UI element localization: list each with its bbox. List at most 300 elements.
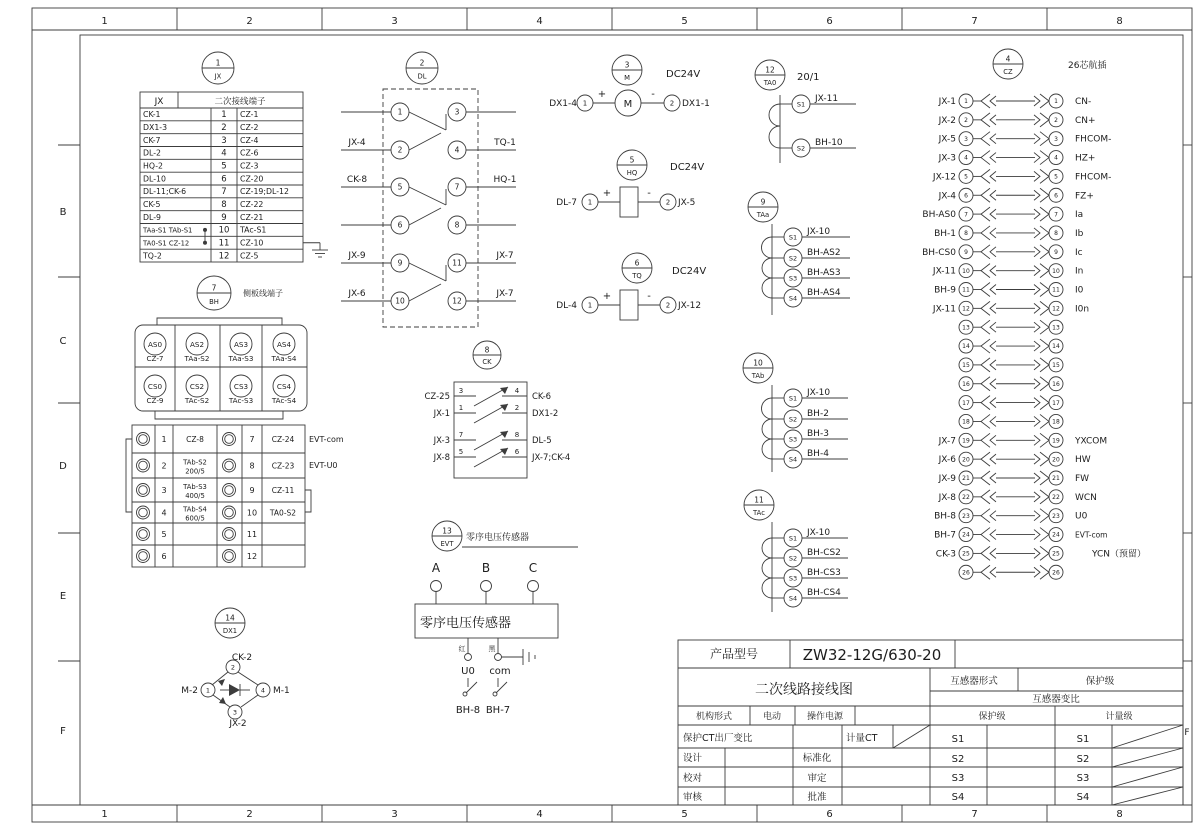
- jx-row-right: CZ-19;DL-12: [240, 187, 289, 197]
- terminal-number: 19: [1052, 437, 1060, 445]
- connector-chevron: [1040, 113, 1049, 127]
- contact-blade: [409, 208, 441, 225]
- strip-num: 6: [161, 552, 167, 561]
- evt-com-label: com: [489, 666, 511, 677]
- terminal-number: 8: [454, 220, 460, 230]
- tb-cell: 互感器形式: [950, 676, 998, 687]
- ck-left-label: JX-3: [433, 436, 450, 446]
- ck-left-label: CZ-25: [424, 392, 450, 402]
- strip-num: 5: [161, 530, 167, 539]
- cz-title: 26芯航插: [1068, 61, 1107, 71]
- ct-winding-arc: [762, 439, 772, 459]
- tb-cell: 保护CT出厂变比: [683, 733, 753, 744]
- jx-row-num: 1: [221, 110, 227, 121]
- jx-row-right: CZ-3: [240, 161, 259, 171]
- terminal-number: 1: [587, 198, 593, 207]
- terminal-number: 17: [1052, 399, 1060, 407]
- ruler-number: 2: [246, 16, 253, 27]
- ct-tap-label: BH-4: [807, 449, 829, 459]
- voltage-label: DC24V: [670, 162, 705, 173]
- ct-tap-label: BH-AS3: [807, 268, 841, 278]
- terminal-number: 1: [582, 99, 588, 108]
- terminal-number: 16: [962, 380, 970, 388]
- evt-phase-label: C: [528, 561, 538, 575]
- connector-chevron: [981, 283, 990, 297]
- cz-left-label: BH-7: [934, 530, 956, 541]
- connector-chevron: [981, 452, 990, 466]
- cz-left-label: JX-11: [932, 266, 956, 277]
- evt-terminal: [465, 654, 472, 661]
- tb-product-model: ZW32-12G/630-20: [802, 646, 942, 664]
- cz-right-label: FW: [1075, 474, 1090, 484]
- connector-chevron: [981, 528, 990, 542]
- terminal-number: 12: [1052, 305, 1060, 313]
- connector-chevron: [1040, 546, 1049, 560]
- strip-label: CZ-8: [186, 435, 204, 444]
- ruler-number: 7: [971, 16, 978, 27]
- symbol-number: 6: [634, 258, 640, 268]
- connector-chevron: [990, 360, 996, 370]
- circuit-left-label: DL-4: [556, 301, 577, 311]
- connector-chevron: [1040, 509, 1049, 523]
- tb-s-cell: S1: [1076, 734, 1090, 745]
- terminal-number: S1: [796, 100, 806, 109]
- ruler-number: 7: [971, 809, 978, 820]
- strip-ext-label: EVT-com: [309, 435, 344, 444]
- ruler-number: 4: [536, 809, 543, 820]
- terminal-number: 8: [1054, 230, 1058, 238]
- symbol-label: HQ: [626, 168, 638, 177]
- connector-chevron: [981, 188, 990, 202]
- connector-chevron: [981, 358, 990, 372]
- connector-chevron: [990, 96, 996, 106]
- connector-chevron: [1040, 151, 1049, 165]
- circuit-right-label: JX-5: [678, 198, 696, 208]
- symbol-label: EVT: [440, 539, 454, 548]
- connector-chevron: [990, 285, 996, 295]
- tb-cell: 机构形式: [695, 712, 733, 722]
- terminal-number: 22: [962, 494, 970, 502]
- ct-tap-label: BH-2: [807, 409, 829, 419]
- terminal-number: S1: [788, 233, 798, 242]
- coil-body: [620, 290, 638, 320]
- symbol-number: 2: [419, 58, 425, 68]
- ruler-number: 8: [1116, 16, 1123, 27]
- cz-left-label: JX-12: [932, 172, 956, 183]
- connector-chevron: [1040, 565, 1049, 579]
- diag-line: [893, 725, 930, 748]
- tb-cell: 互感器变比: [1032, 694, 1080, 705]
- cz-right-label: FZ+: [1075, 191, 1094, 202]
- cz-left-label: BH-CS0: [922, 247, 956, 258]
- symbol-number: 8: [484, 345, 490, 355]
- ruler-letter: F: [60, 726, 66, 737]
- terminal-number: 15: [1052, 362, 1060, 370]
- evt-out-label: BH-7: [485, 705, 511, 716]
- jx-row-left: DL-10: [143, 174, 166, 184]
- connector-chevron: [1040, 528, 1049, 542]
- connector-chevron: [990, 322, 996, 332]
- jx-row-left: HQ-2: [143, 161, 163, 171]
- terminal-number: 14: [962, 343, 970, 351]
- jx-row-num: 10: [218, 225, 230, 236]
- symbol-number: 14: [225, 613, 235, 623]
- dl-left-label: JX-9: [348, 251, 366, 261]
- cz-left-label: JX-11: [932, 304, 956, 315]
- connector-chevron: [981, 320, 990, 334]
- connector-chevron: [981, 169, 990, 183]
- contact-blade: [409, 133, 441, 150]
- terminal-strip: [132, 425, 305, 567]
- jx-row-right: CZ-5: [240, 251, 259, 261]
- jx-row-right: CZ-1: [240, 110, 259, 120]
- connector-chevron: [981, 377, 990, 391]
- connector-chevron: [1040, 188, 1049, 202]
- terminal-number: S4: [788, 594, 798, 603]
- terminal-number: 18: [1052, 418, 1060, 426]
- terminal-number: 23: [962, 512, 970, 520]
- dl-right-label: HQ-1: [493, 175, 517, 185]
- strip-ext-label: EVT-U0: [309, 461, 338, 470]
- jx-row-right: CZ-21: [240, 212, 264, 222]
- terminal-number: 18: [962, 418, 970, 426]
- cz-left-label: JX-5: [938, 134, 956, 145]
- tb-cell: 计量级: [1105, 712, 1133, 722]
- dl-left-label: JX-6: [348, 289, 366, 299]
- bh-terminal-name: CS3: [233, 382, 249, 391]
- jx-row-num: 7: [221, 187, 227, 198]
- ct-winding-arc: [762, 258, 772, 278]
- tb-cell: 设计: [683, 753, 703, 764]
- ct-winding-arc: [769, 126, 780, 148]
- terminal-number: 9: [964, 248, 968, 256]
- symbol-number: 4: [1005, 54, 1011, 64]
- jx-row-right: TAc-S1: [240, 225, 267, 235]
- cz-left-label: JX-3: [938, 153, 956, 164]
- terminal-number: 21: [962, 475, 970, 483]
- terminal-number: 6: [397, 220, 403, 230]
- terminal-number: 7: [1054, 211, 1058, 219]
- connector-chevron: [981, 132, 990, 146]
- connector-chevron: [990, 379, 996, 389]
- jx-row-num: 12: [218, 251, 230, 262]
- connector-chevron: [990, 398, 996, 408]
- ruler-number: 1: [101, 16, 108, 27]
- jx-row-left: CK-7: [143, 135, 161, 145]
- contact-blade: [409, 112, 446, 130]
- connector-chevron: [981, 339, 990, 353]
- bh-terminal-wire: CZ-9: [146, 396, 164, 405]
- terminal-number: 2: [669, 99, 675, 108]
- cz-left-label: BH-9: [934, 285, 956, 296]
- symbol-label: TA0: [763, 78, 777, 87]
- ct-tap-label: JX-10: [807, 388, 831, 398]
- connector-chevron: [1040, 414, 1049, 428]
- terminal-number: 8: [964, 230, 968, 238]
- bh-top-link: [157, 318, 282, 325]
- ck-left-label: JX-8: [433, 453, 450, 463]
- coil-body: [620, 187, 638, 217]
- connector-chevron: [1040, 226, 1049, 240]
- terminal-number: S1: [788, 534, 798, 543]
- ruler-number: 6: [826, 809, 833, 820]
- strip-num: 1: [161, 435, 167, 444]
- screw-terminal: [225, 508, 234, 517]
- ck-pin-num: 8: [514, 431, 520, 439]
- jx-table-header: 二次接线端子: [214, 97, 266, 107]
- connector-chevron: [981, 245, 990, 259]
- dx1-right-label: M-1: [273, 686, 290, 696]
- terminal-number: 5: [964, 173, 968, 181]
- polarity-minus: -: [647, 291, 651, 302]
- terminal-number: S4: [788, 455, 798, 464]
- cz-right-label: CN+: [1075, 115, 1096, 126]
- strip-label: CZ-23: [271, 461, 295, 471]
- symbol-label: CZ: [1003, 67, 1013, 76]
- connector-chevron: [990, 134, 996, 144]
- circuit-left-label: DX1-4: [549, 99, 577, 109]
- ck-right-label: DL-5: [532, 436, 552, 446]
- ct-tap-label: BH-3: [807, 429, 829, 439]
- connector-chevron: [990, 416, 996, 426]
- cz-right-label: FHCOM-: [1075, 172, 1112, 183]
- bh-terminal-name: AS3: [233, 340, 249, 349]
- terminal-number: 11: [962, 286, 970, 294]
- cz-right-label: Ia: [1075, 210, 1084, 221]
- ct-winding-arc: [762, 278, 772, 298]
- cz-right-label: WCN: [1075, 492, 1097, 503]
- diag-line: [1112, 725, 1183, 748]
- ruler-number: 3: [391, 809, 398, 820]
- circuit-left-label: DL-7: [556, 198, 577, 208]
- jx-table-header: JX: [154, 97, 164, 107]
- cz-left-label: BH-8: [934, 511, 956, 522]
- tb-cell: 批准: [807, 792, 827, 803]
- bh-terminal-name: CS0: [147, 382, 163, 391]
- connector-chevron: [990, 435, 996, 445]
- cz-left-label: JX-2: [938, 115, 956, 126]
- symbol-number: 13: [442, 526, 452, 536]
- connector-chevron: [1040, 264, 1049, 278]
- ct-tap-label: JX-11: [815, 94, 839, 104]
- screw-terminal: [139, 486, 148, 495]
- ruler-number: 3: [391, 16, 398, 27]
- screw-terminal: [225, 552, 234, 561]
- ruler-number: 5: [681, 16, 688, 27]
- connector-chevron: [981, 94, 990, 108]
- strip-num: 3: [161, 486, 167, 495]
- terminal-number: 25: [1052, 550, 1060, 558]
- jx-row-num: 6: [221, 174, 227, 185]
- ck-pin-num: 1: [458, 404, 464, 412]
- symbol-label: DX1: [222, 626, 238, 635]
- connector-chevron: [981, 396, 990, 410]
- strip-num: 7: [249, 435, 255, 444]
- connector-chevron: [981, 151, 990, 165]
- evt-title: 零序电压传感器: [466, 533, 530, 543]
- evt-red-label: 红: [458, 645, 466, 653]
- ck-right-label: JX-7;CK-4: [532, 453, 571, 463]
- ct-winding-arc: [762, 578, 772, 598]
- connector-chevron: [990, 228, 996, 238]
- ct-tap-label: BH-AS4: [807, 288, 841, 298]
- symbol-label: TAa: [756, 210, 770, 219]
- circuit-right-label: DX1-1: [682, 99, 710, 109]
- connector-chevron: [990, 548, 996, 558]
- terminal-number: 16: [1052, 380, 1060, 388]
- contact-blade: [409, 187, 446, 205]
- jx-row-right: CZ-20: [240, 174, 264, 184]
- ct-winding-arc: [762, 558, 772, 578]
- cz-right-label: YXCOM: [1075, 436, 1108, 447]
- evt-u0-label: U0: [461, 666, 475, 677]
- terminal-number: 2: [964, 117, 968, 125]
- terminal-number: 20: [962, 456, 970, 464]
- terminal-number: 2: [665, 198, 671, 207]
- terminal-number: 3: [454, 107, 460, 117]
- outer-border: [32, 8, 1192, 822]
- terminal-number: S2: [788, 415, 798, 424]
- ct-winding-arc: [762, 538, 772, 558]
- jx-row-num: 3: [221, 135, 227, 146]
- connector-chevron: [981, 490, 990, 504]
- connector-chevron: [981, 509, 990, 523]
- jx-row-left: DL-9: [143, 212, 161, 222]
- symbol-label: TAb: [751, 371, 765, 380]
- jx-row-num: 11: [218, 238, 230, 249]
- terminal-number: 7: [964, 211, 968, 219]
- symbol-label: TQ: [632, 271, 642, 280]
- strip-left-bracket: [126, 439, 132, 512]
- cz-right-label: YCN（预留）: [1092, 549, 1147, 560]
- connector-chevron: [981, 546, 990, 560]
- bh-terminal-wire: TAc-S2: [184, 396, 210, 405]
- circuit-right-label: JX-12: [678, 301, 702, 311]
- jx-row-right: CZ-10: [240, 238, 264, 248]
- terminal-number: S3: [788, 274, 798, 283]
- strip-ratio: 200/5: [185, 467, 205, 476]
- terminal-number: S3: [788, 435, 798, 444]
- jx-row-num: 2: [221, 123, 227, 134]
- tb-product-label: 产品型号: [709, 647, 759, 661]
- screw-terminal: [225, 486, 234, 495]
- connector-chevron: [981, 565, 990, 579]
- jx-row-right: CZ-22: [240, 200, 264, 210]
- terminal-number: 4: [260, 686, 266, 695]
- tb-s-cell: S3: [951, 773, 965, 784]
- terminal-number: 19: [962, 437, 970, 445]
- terminal-number: S2: [788, 254, 798, 263]
- cz-left-label: JX-6: [938, 455, 956, 466]
- bh-terminal-wire: TAc-S3: [228, 396, 254, 405]
- terminal-number: 14: [1052, 343, 1060, 351]
- bh-title: 侧板线端子: [243, 289, 283, 298]
- symbol-number: 3: [624, 60, 630, 70]
- connector-chevron: [1040, 132, 1049, 146]
- tb-cell: 保护级: [1085, 676, 1115, 687]
- ct-winding-arc: [762, 419, 772, 439]
- terminal-number: 22: [1052, 494, 1060, 502]
- ck-left-label: JX-1: [433, 409, 450, 419]
- dl-right-label: TQ-1: [494, 138, 516, 148]
- terminal-number: 3: [964, 135, 968, 143]
- ruler-number: 4: [536, 16, 543, 27]
- terminal-number: S2: [788, 554, 798, 563]
- cz-right-label: I0n: [1075, 304, 1090, 315]
- bh-terminal-name: CS2: [189, 382, 205, 391]
- strip-label: TAb-S2: [183, 458, 207, 467]
- terminal-number: 1: [205, 686, 211, 695]
- connector-chevron: [981, 301, 990, 315]
- cz-left-label: BH-1: [934, 228, 956, 239]
- ct-tap-label: BH-CS4: [807, 588, 841, 598]
- symbol-label: M: [624, 73, 630, 82]
- cz-right-label: EVT-com: [1075, 530, 1108, 540]
- terminal-number: 4: [454, 145, 460, 155]
- cz-right-label: Ib: [1075, 228, 1084, 239]
- tb-cell: 审核: [683, 792, 703, 803]
- evt-phase-label: B: [481, 561, 491, 575]
- strip-right-bracket: [305, 490, 311, 512]
- tb-s-cell: S4: [1076, 792, 1090, 803]
- terminal-number: 5: [1054, 173, 1058, 181]
- terminal-number: 7: [454, 182, 460, 192]
- terminal-number: 12: [962, 305, 970, 313]
- cz-right-label: HW: [1075, 455, 1091, 466]
- jx-row-left: DX1-3: [143, 123, 168, 133]
- connector-chevron: [981, 433, 990, 447]
- cz-right-label: CN-: [1075, 97, 1092, 107]
- connector-chevron: [1040, 452, 1049, 466]
- screw-terminal: [225, 461, 234, 470]
- symbol-number: 10: [753, 358, 763, 368]
- connector-chevron: [990, 341, 996, 351]
- terminal-number: 9: [1054, 248, 1058, 256]
- bh-terminal-wire: TAa-S4: [271, 354, 297, 363]
- connector-chevron: [1040, 94, 1049, 108]
- screw-terminal: [139, 435, 148, 444]
- cz-left-label: JX-4: [938, 191, 956, 202]
- ck-pin-num: 2: [514, 404, 520, 412]
- strip-num: 10: [246, 508, 258, 518]
- dl-contact-box: [383, 89, 478, 327]
- screw-terminal: [139, 461, 148, 470]
- symbol-label: TAc: [753, 508, 765, 517]
- connector-chevron: [981, 207, 990, 221]
- connector-chevron: [1040, 358, 1049, 372]
- strip-label: CZ-24: [271, 435, 295, 444]
- connector-chevron: [990, 266, 996, 276]
- dl-right-label: JX-7: [496, 289, 514, 299]
- connector-chevron: [990, 492, 996, 502]
- terminal-number: 3: [232, 708, 238, 717]
- motor-letter: M: [623, 99, 633, 110]
- jx-row-right: CZ-4: [240, 135, 259, 145]
- tb-cell: 操作电源: [806, 712, 844, 722]
- cz-right-label: I0: [1075, 285, 1084, 296]
- terminal-number: 11: [452, 258, 462, 268]
- ruler-letter: C: [59, 336, 67, 347]
- dx1-left-label: M-2: [181, 686, 198, 696]
- connector-chevron: [990, 247, 996, 257]
- evt-phase-label: A: [431, 561, 441, 575]
- jx-row-left: TA0-S1 CZ-12: [143, 239, 190, 248]
- terminal-number: 6: [964, 192, 968, 200]
- terminal-number: 13: [962, 324, 970, 332]
- connector-chevron: [1040, 245, 1049, 259]
- evt-terminal: [495, 654, 502, 661]
- terminal-number: 26: [962, 569, 970, 577]
